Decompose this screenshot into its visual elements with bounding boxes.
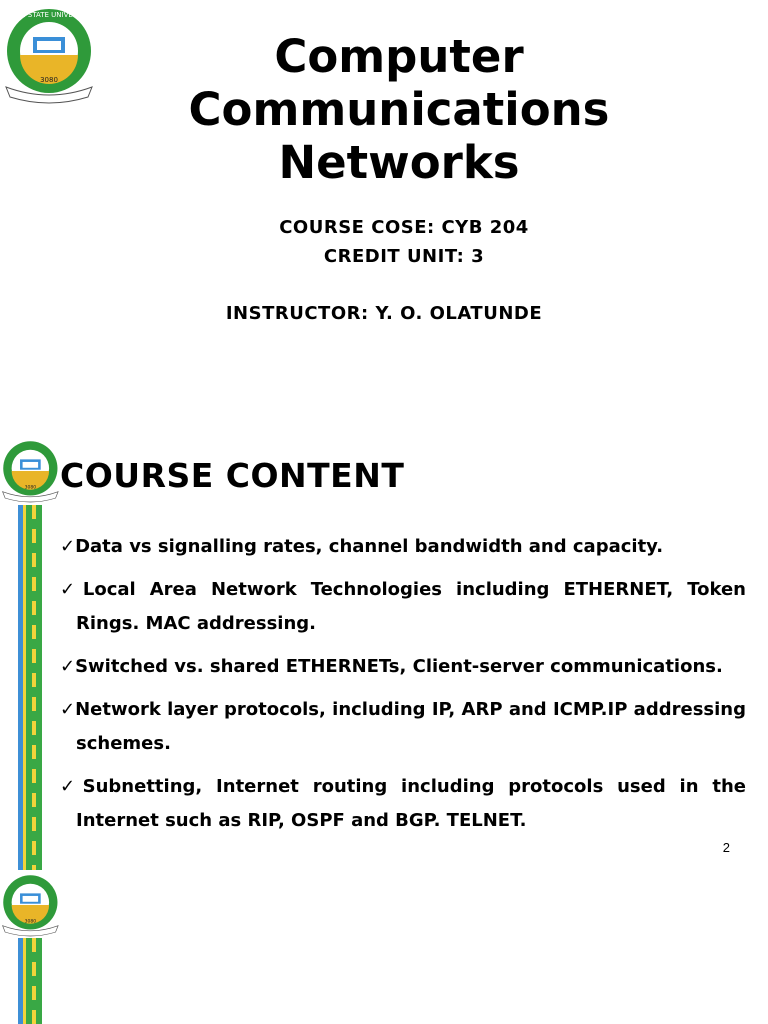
- page-number: 2: [722, 840, 730, 855]
- check-icon: ✓: [60, 699, 76, 720]
- university-logo-small: [0, 872, 62, 938]
- title-slide: [0, 0, 768, 430]
- svg-text:3080: 3080: [24, 485, 37, 491]
- course-content-list: [60, 530, 746, 847]
- course-code: COURSE COSE: CYB 204: [279, 217, 529, 238]
- check-icon: ✓: [60, 536, 76, 557]
- list-item: ✓Subnetting, Internet routing including protocols used in the Internet such as RIP, OSPF and BGP. TELNET.: [60, 776, 746, 831]
- list-item: ✓Network layer protocols, including IP, ARP and ICMP.IP addressing schemes.: [60, 699, 746, 754]
- side-stripe: [18, 938, 42, 1024]
- logo-number: 3080: [40, 76, 58, 84]
- university-logo: [2, 5, 98, 105]
- list-item: ✓Switched vs. shared ETHERNETs, Client-server communications.: [60, 656, 723, 677]
- check-icon: ✓: [60, 656, 76, 677]
- instructor-name: INSTRUCTOR: Y. O. OLATUNDE: [225, 303, 543, 324]
- list-item: ✓Data vs signalling rates, channel bandwidth and capacity.: [60, 536, 664, 557]
- check-icon: ✓: [60, 776, 83, 797]
- next-slide-partial: [0, 870, 768, 1024]
- logo-text: OSUN STATE UNIVERSITY: [5, 11, 93, 19]
- title-line-2: Communications: [188, 83, 610, 136]
- credit-unit: CREDIT UNIT: 3: [323, 246, 485, 267]
- title-line-3: Networks: [278, 136, 520, 189]
- side-stripe: [18, 505, 42, 870]
- section-heading: COURSE CONTENT: [60, 456, 405, 495]
- title-line-1: Computer: [274, 30, 524, 83]
- presentation-title: [90, 30, 708, 189]
- course-content-slide: [0, 430, 768, 870]
- list-item: ✓Local Area Network Technologies including ETHERNET, Token Rings. MAC addressing.: [60, 579, 746, 634]
- university-logo-small: [0, 438, 62, 504]
- check-icon: ✓: [60, 579, 83, 600]
- svg-text:3080: 3080: [24, 919, 37, 925]
